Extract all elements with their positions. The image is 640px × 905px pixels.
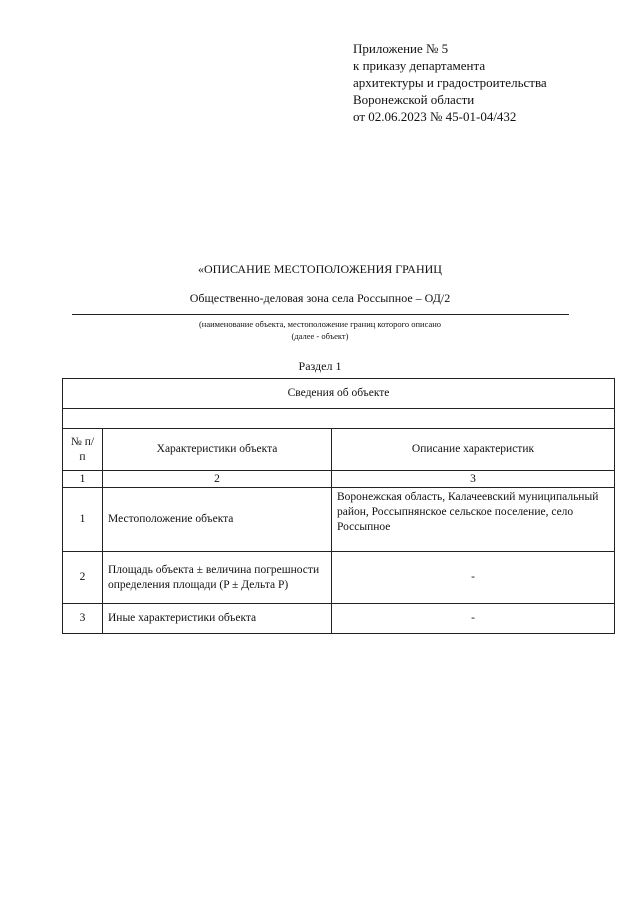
table-index-row <box>63 471 615 488</box>
row-desc: - <box>332 604 615 634</box>
row-num: 1 <box>63 488 103 552</box>
row-desc: - <box>332 552 615 604</box>
row-char: Местоположение объекта <box>103 488 332 552</box>
caption-line: (далее - объект) <box>291 331 349 341</box>
object-name-underline <box>72 314 569 315</box>
caption-line: (наименование объекта, местоположение границ которого описано <box>198 319 442 329</box>
table-empty-row <box>63 409 615 429</box>
table-empty-cell <box>63 409 615 429</box>
col-header-desc: Описание характеристик <box>332 429 615 471</box>
row-char: Иные характеристики объекта <box>103 604 332 634</box>
col-index: 3 <box>332 471 615 488</box>
annex-line: от 02.06.2023 № 45-01-04/432 <box>353 109 517 124</box>
section-title: Раздел 1 <box>298 359 342 373</box>
col-header-char: Характеристики объекта <box>103 429 332 471</box>
document-title: «ОПИСАНИЕ МЕСТОПОЛОЖЕНИЯ ГРАНИЦ <box>198 262 442 276</box>
table-row <box>63 604 615 634</box>
col-index: 1 <box>63 471 103 488</box>
table-row <box>63 552 615 604</box>
col-header-num: № п/п <box>63 429 103 471</box>
table-column-headers <box>63 429 615 471</box>
row-num: 3 <box>63 604 103 634</box>
annex-line: к приказу департамента <box>353 58 486 73</box>
table-row <box>63 488 615 552</box>
row-char: Площадь объекта ± величина погрешности определения площади (P ± Дельта P) <box>103 552 332 604</box>
row-desc: Воронежская область, Калачеевский муниципальный район, Россыпнянское сельское поселение, село Россыпное <box>332 488 615 552</box>
annex-line: архитектуры и градостроительства <box>353 75 547 90</box>
annex-block <box>353 40 547 125</box>
object-name-caption <box>0 318 640 342</box>
annex-line: Приложение № 5 <box>353 41 449 56</box>
object-info-table <box>62 378 615 634</box>
annex-line: Воронежской области <box>353 92 475 107</box>
row-num: 2 <box>63 552 103 604</box>
col-index: 2 <box>103 471 332 488</box>
table-header: Сведения об объекте <box>63 379 615 409</box>
table-header-row <box>63 379 615 409</box>
object-name: Общественно-деловая зона села Россыпное – ОД/2 <box>189 291 451 305</box>
